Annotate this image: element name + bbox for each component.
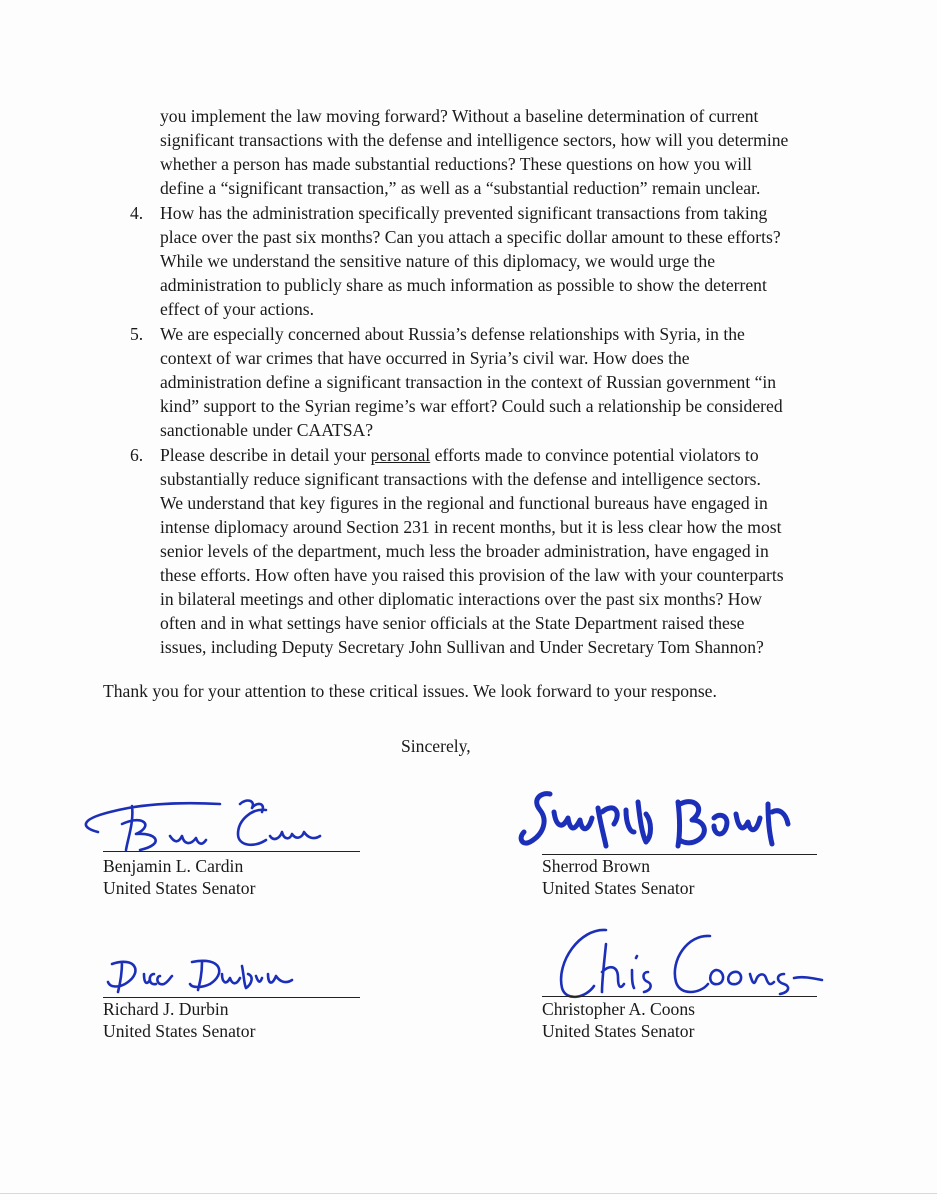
question-number-4: 4. [130,203,144,223]
question-6-text: efforts made to convince potential violators to [430,445,759,465]
question-6-line: in bilateral meetings and other diplomatic interactions over the past six months? How [160,589,762,609]
signatory-title: United States Senator [542,1021,695,1041]
signatory-title: United States Senator [103,878,256,898]
brown-signature [510,782,800,860]
question-4-line: effect of your actions. [160,299,315,319]
question-4-line: How has the administration specifically prevented significant transactions from taking [160,203,768,223]
closing-paragraph: Thank you for your attention to these critical issues. We look forward to your response. [103,681,717,701]
question-6-line: intense diplomacy around Section 231 in recent months, but it is less clear how the most [160,517,782,537]
underlined-word-personal: personal [370,445,431,465]
continuation-line: whether a person has made substantial reductions? These questions on how you will [160,154,752,174]
signatory-name: Benjamin L. Cardin [103,856,244,876]
signatory-title: United States Senator [542,878,695,898]
signatory-name: Richard J. Durbin [103,999,229,1019]
continuation-line: significant transactions with the defense and intelligence sectors, how will you determine [160,130,789,150]
question-6-text: Please describe in detail your [160,445,371,465]
question-5-line: administration define a significant transaction in the context of Russian government “in [160,372,777,392]
question-6-first-line [160,443,759,467]
question-6-line: We understand that key figures in the regional and functional bureaus have engaged in [160,493,768,513]
durbin-signature [96,952,306,1002]
signature-line [542,996,817,997]
question-6-line: often and in what settings have senior officials at the State Department raised these [160,613,745,633]
signatory-name: Sherrod Brown [542,856,650,876]
salutation: Sincerely, [401,736,471,756]
signature-line [103,851,360,852]
signatory-title: United States Senator [103,1021,256,1041]
question-5-line: We are especially concerned about Russia’s defense relationships with Syria, in the [160,324,745,344]
continuation-line: you implement the law moving forward? Without a baseline determination of current [160,106,759,126]
question-4-line: administration to publicly share as much information as possible to show the deterrent [160,275,767,295]
question-number-6: 6. [130,445,144,465]
question-5-line: sanctionable under CAATSA? [160,420,374,440]
question-5-line: kind” support to the Syrian regime’s war effort? Could such a relationship be considered [160,396,783,416]
question-4-line: While we understand the sensitive nature of this diplomacy, we would urge the [160,251,716,271]
signatory-name: Christopher A. Coons [542,999,695,1019]
question-6-line: substantially reduce significant transactions with the defense and intelligence sectors. [160,469,761,489]
question-6-line: these efforts. How often have you raised this provision of the law with your counterparts [160,565,784,585]
question-5-line: context of war crimes that have occurred in Syria’s civil war. How does the [160,348,690,368]
question-6-line: senior levels of the department, much less the broader administration, have engaged in [160,541,769,561]
question-6-line: issues, including Deputy Secretary John Sullivan and Under Secretary Tom Shannon? [160,637,764,657]
scan-bottom-edge [0,1193,937,1194]
continuation-line: define a “significant transaction,” as well as a “substantial reduction” remain unclear. [160,178,761,198]
question-4-line: place over the past six months? Can you attach a specific dollar amount to these efforts? [160,227,781,247]
question-number-5: 5. [130,324,144,344]
